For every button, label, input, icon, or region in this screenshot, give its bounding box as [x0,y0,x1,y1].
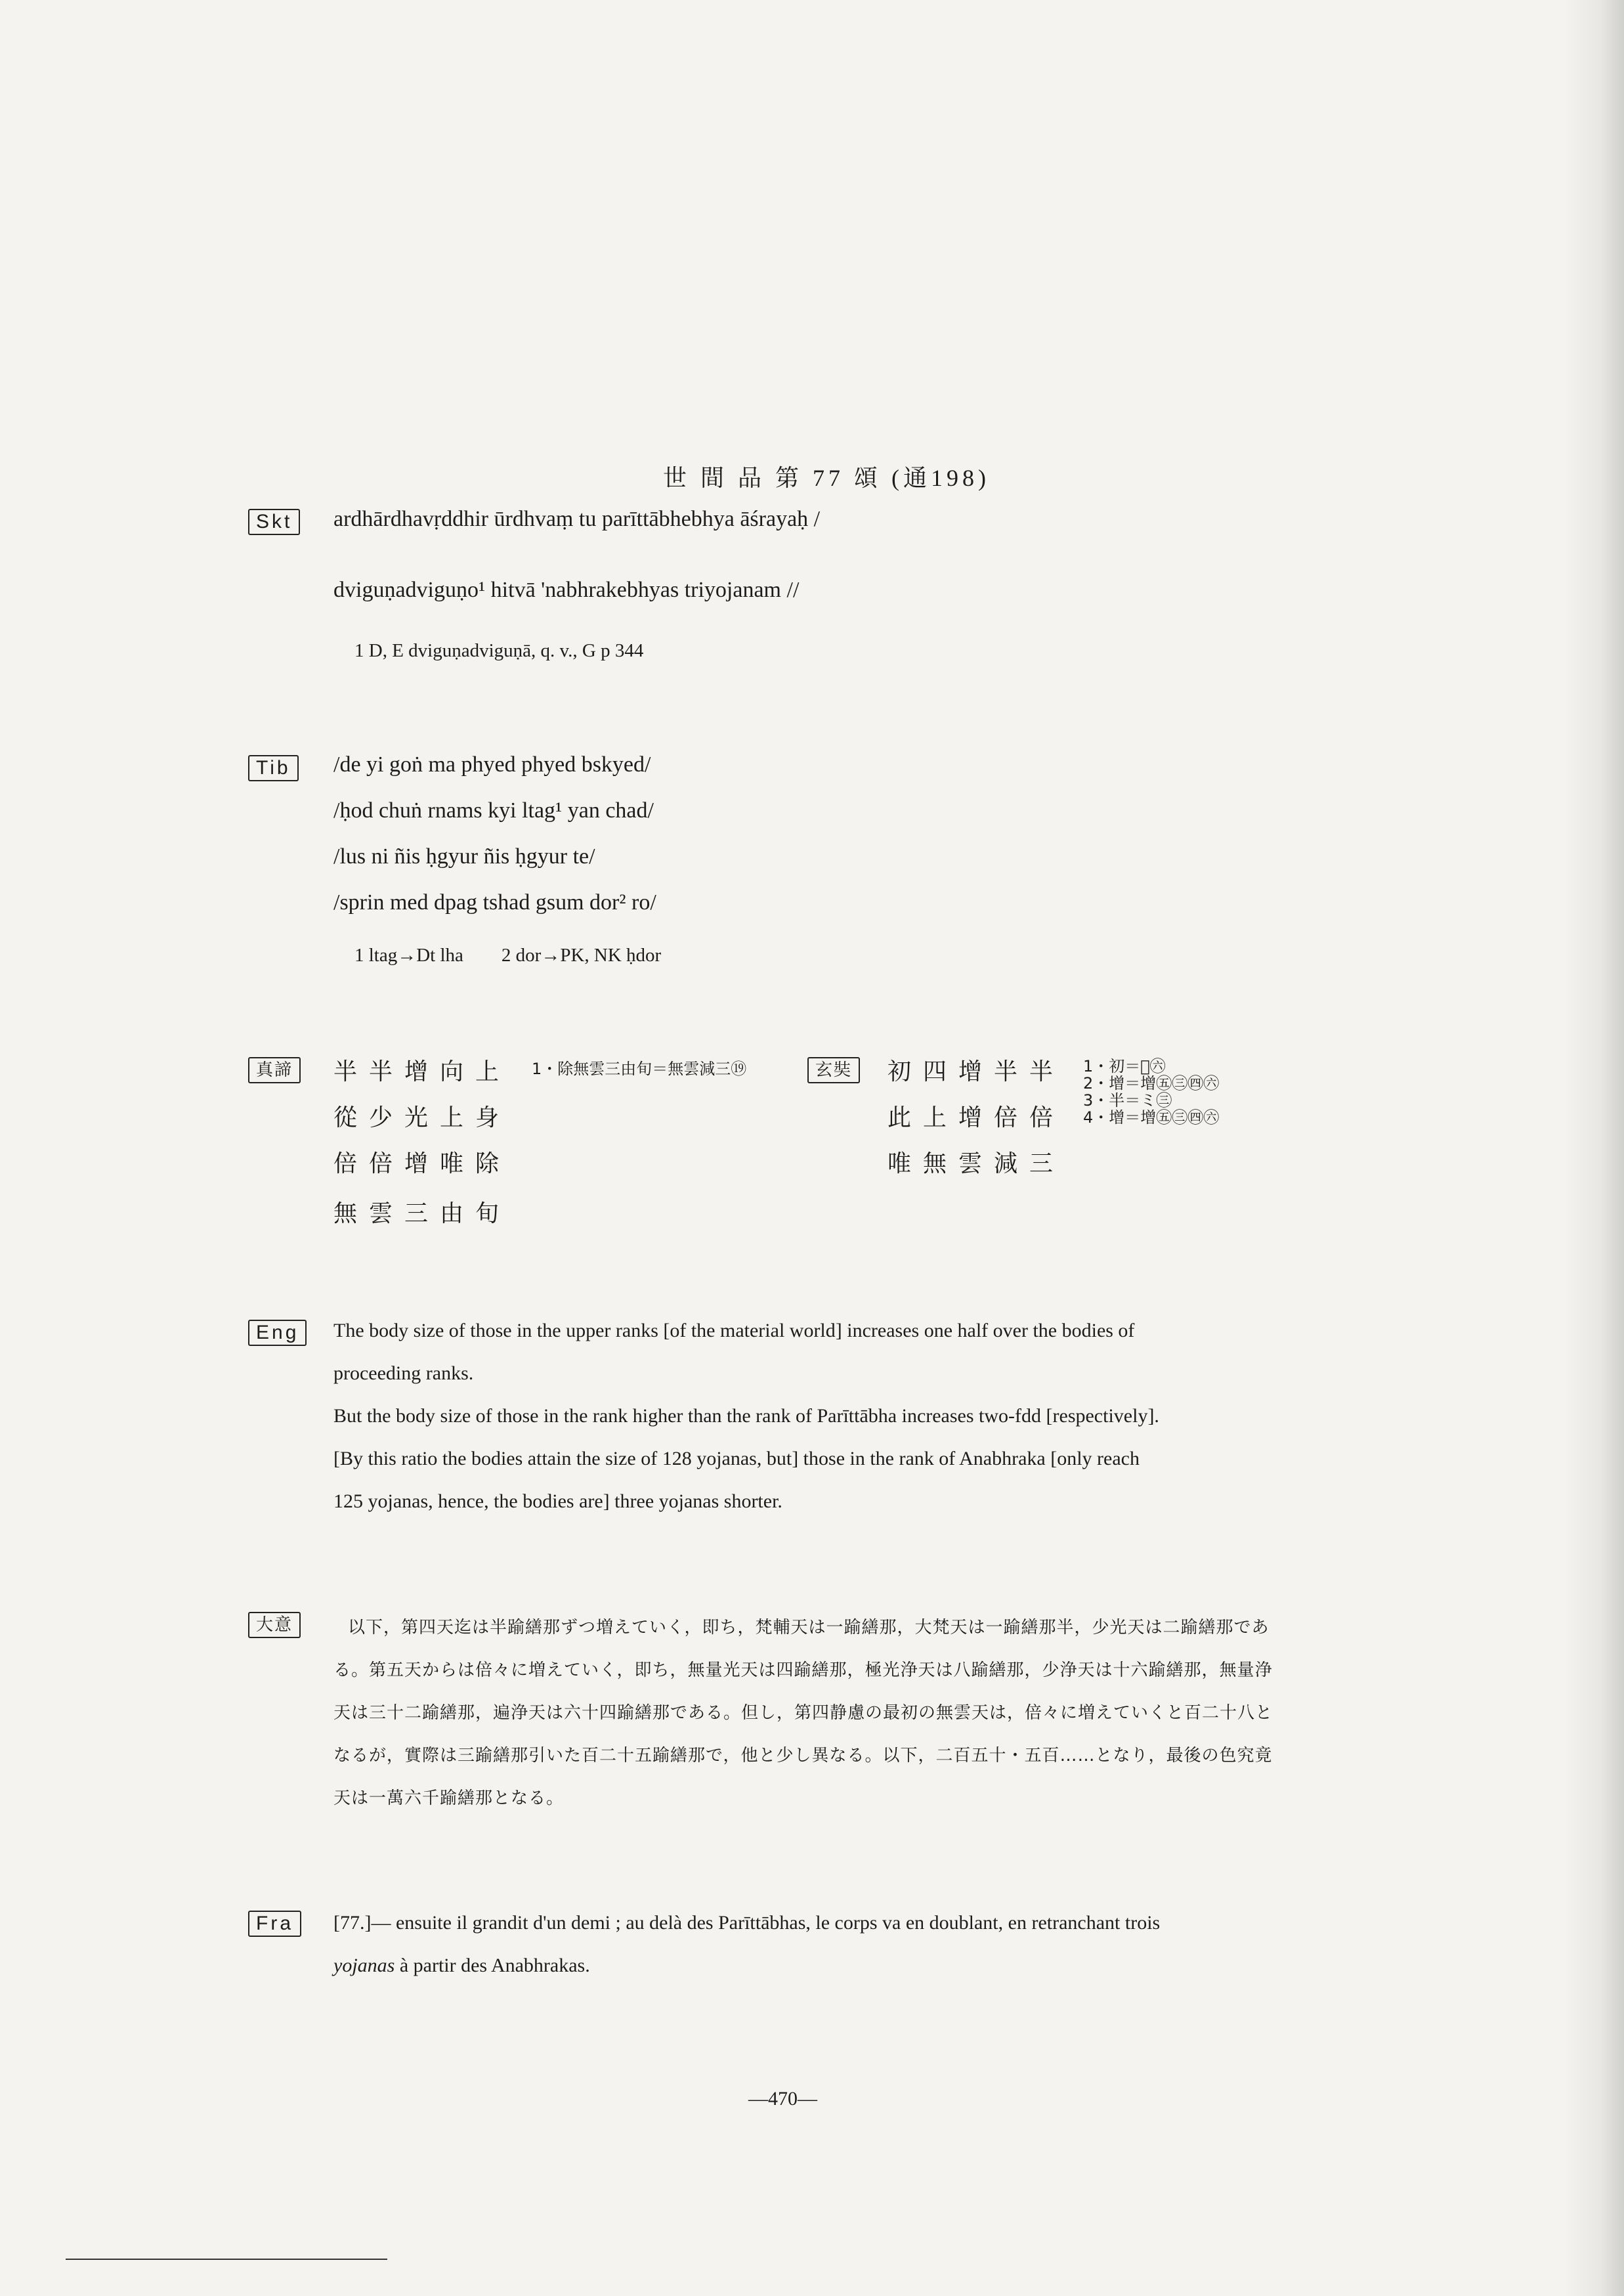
paramartha-footnote: 1・除無雲三由旬＝無雲減三⑲ [532,1060,747,1078]
xuanzang-line-1: 初四增半半 [887,1058,1065,1085]
xuanzang-footnote-3: 3・半＝ミ㊂ [1083,1091,1172,1110]
tib-line-1: /de yi goṅ ma phyed phyed bskyed/ [333,752,651,777]
eng-line-3: But the body size of those in the rank higher than the rank of Parīttābha increases two-fdd [respectively]. [333,1405,1159,1427]
eng-line-4: [By this ratio the bodies attain the size of 128 yojanas, but] those in the rank of Anabhraka [only reach [333,1448,1140,1469]
eng-line-1: The body size of those in the upper ranks [of the material world] increases one half over the bodies of [333,1320,1135,1341]
xuanzang-footnote-2: 2・增＝增㊄㊂㊃㊅ [1083,1074,1220,1093]
xuanzang-line-2: 此上增倍倍 [887,1104,1065,1131]
page-number: —470— [748,2088,817,2110]
skt-line-2: dviguṇadviguṇo¹ hitvā 'nabhrakebhyas triyojanam // [333,578,800,602]
fra-line-1: [77.]— ensuite il grandit d'un demi ; au delà des Parīttābhas, le corps va en doublant, en retranchant trois [333,1912,1161,1934]
page-title: 世 間 品 第 77 頌 (通198) [663,465,990,491]
xuanzang-footnote-1: 1・初＝𥘉㊅ [1083,1057,1166,1075]
skt-footnote: 1 D, E dviguṇadviguṇā, q. v., G p 344 [354,640,644,661]
label-tib: Tib [248,755,299,781]
jp-line-3: 天は三十二踰繕那，遍浄天は六十四踰繕那である。但し，第四静慮の最初の無雲天は，倍々に増えていくと百二十八と [333,1703,1273,1723]
fra-yojanas: yojanas [333,1955,395,1976]
jp-line-1: 以下，第四天迄は半踰繕那ずつ増えていく，即ち，梵輔天は一踰繕那，大梵天は一踰繕那半，少光天は二踰繕那であ [348,1618,1270,1637]
label-paramartha: 真諦 [248,1057,301,1083]
fra-line-2 [333,1955,590,1977]
label-fra: Fra [248,1911,301,1937]
tib-footnote: 1 ltag→Dt lha 2 dor→PK, NK ḥdor [354,945,662,966]
paramartha-line-1: 半半增向上 [333,1058,511,1085]
paramartha-line-2: 從少光上身 [333,1104,511,1131]
xuanzang-line-3: 唯無雲減三 [887,1150,1065,1177]
paramartha-line-4: 無雲三由旬 [333,1200,511,1227]
xuanzang-footnote-4: 4・增＝增㊄㊂㊃㊅ [1083,1108,1220,1127]
paramartha-line-3: 倍倍增唯除 [333,1150,511,1177]
label-xuanzang: 玄奘 [807,1057,860,1083]
jp-line-4: なるが，實際は三踰繕那引いた百二十五踰繕那で，他と少し異なる。以下，二百五十・五百……となり，最後の色究竟 [333,1746,1273,1765]
scan-edge-shadow [1565,0,1624,2296]
tib-line-3: /lus ni ñis ḥgyur ñis ḥgyur te/ [333,844,595,869]
label-eng: Eng [248,1320,307,1346]
label-skt: Skt [248,509,300,535]
fra-line-2-rest: à partir des Anabhrakas. [395,1955,590,1976]
jp-line-2: る。第五天からは倍々に増えていく，即ち，無量光天は四踰繕那，極光浄天は八踰繕那，少浄天は十六踰繕那，無量浄 [333,1660,1273,1680]
jp-line-5: 天は一萬六千踰繕那となる。 [333,1788,565,1808]
eng-line-2: proceeding ranks. [333,1362,474,1384]
skt-line-1: ardhārdhavṛddhir ūrdhvaṃ tu parīttābhebhya āśrayaḥ / [333,507,821,531]
tib-line-2: /ḥod chuṅ rnams kyi ltag¹ yan chad/ [333,798,654,823]
bottom-rule [66,2259,387,2260]
tib-line-4: /sprin med dpag tshad gsum dor² ro/ [333,890,656,915]
eng-line-5: 125 yojanas, hence, the bodies are] three yojanas shorter. [333,1490,782,1512]
label-jp: 大意 [248,1612,301,1638]
